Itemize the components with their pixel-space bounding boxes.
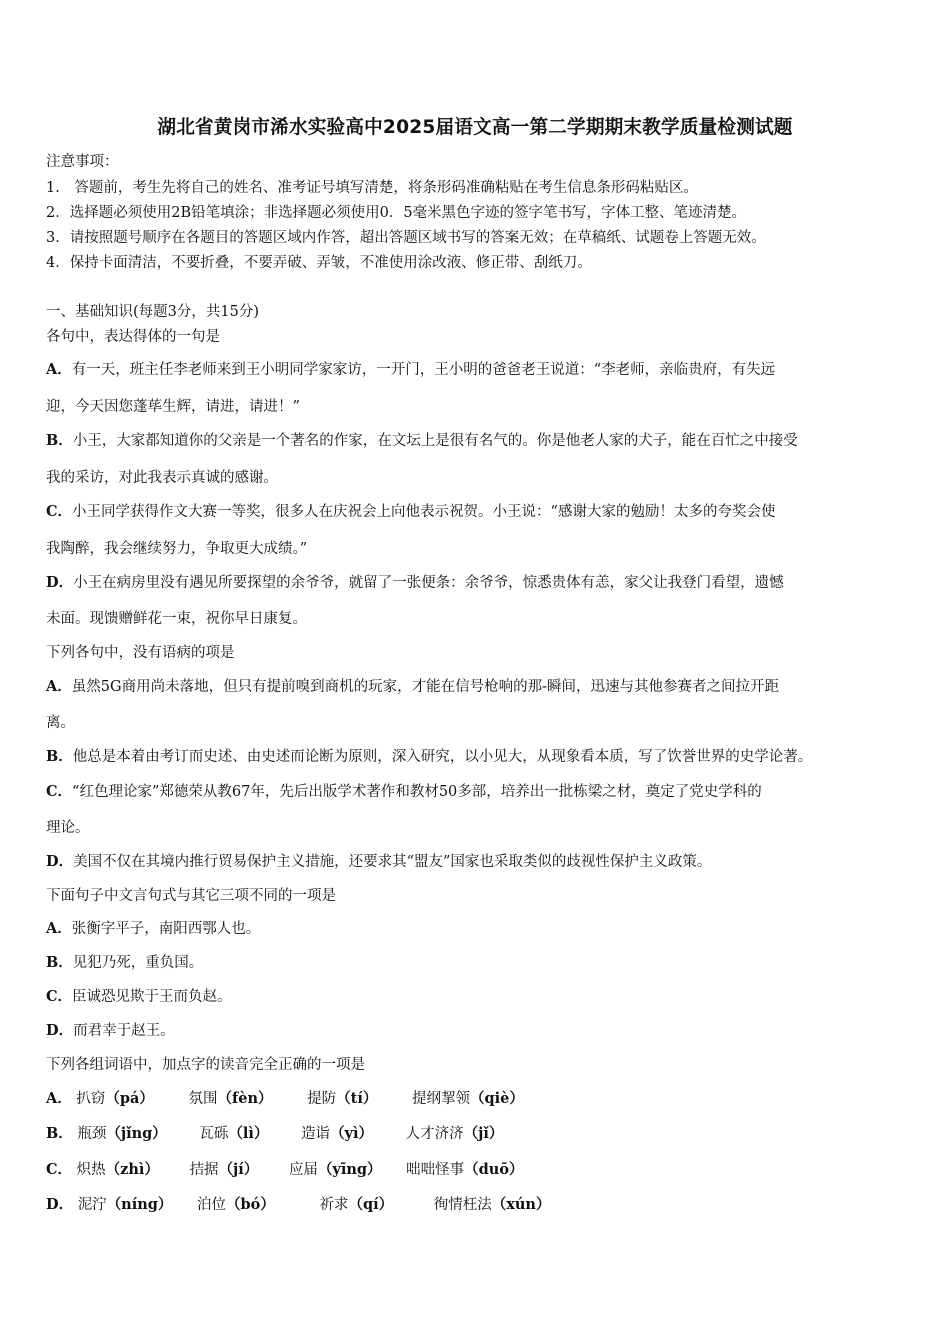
pinyin: （yì） xyxy=(330,1125,373,1142)
option-label: B． xyxy=(46,1125,73,1142)
pinyin: （qiè） xyxy=(469,1090,524,1107)
q4-option-a xyxy=(46,1089,524,1109)
option-label: A． xyxy=(46,920,72,937)
word: 徇情枉法 xyxy=(433,1197,492,1213)
option-label: D． xyxy=(46,853,74,870)
pinyin: （jǐng） xyxy=(106,1125,167,1142)
q1-option-b xyxy=(46,431,798,451)
pinyin: （níng） xyxy=(106,1196,173,1213)
word: 祈求 xyxy=(319,1197,349,1213)
option-text: 他总是本着由考订而史述、由史述而论断为原则，深入研究，以小见大，从现象看本质，写了饮誉世界的史学论著。 xyxy=(72,749,813,765)
section-heading: 一、基础知识(每题3分，共15分) xyxy=(46,304,259,320)
q1-option-a xyxy=(46,360,775,380)
option-label: D． xyxy=(46,1196,74,1213)
pinyin: （yīng） xyxy=(317,1161,382,1178)
q2-option-b xyxy=(46,747,812,767)
word: 拮据 xyxy=(189,1162,219,1178)
q2-option-c xyxy=(46,782,762,802)
word: 人才济济 xyxy=(405,1126,464,1142)
pinyin: （bó） xyxy=(226,1196,275,1213)
q3-option-b xyxy=(46,953,203,973)
q1-option-a-cont: 迎，今天因您蓬荜生辉，请进，请进！” xyxy=(46,399,300,415)
q3-option-c xyxy=(46,987,232,1007)
notice-item-3: 3．请按照题号顺序在各题目的答题区域内作答，超出答题区域书写的答案无效；在草稿纸、试题卷上答题无效。 xyxy=(46,230,766,246)
option-text: 臣诚恐见欺于王而负赵。 xyxy=(72,989,232,1005)
pinyin: （qí） xyxy=(348,1196,394,1213)
word: 咄咄怪事 xyxy=(406,1162,465,1178)
option-label: C． xyxy=(46,988,73,1005)
q4-option-d xyxy=(46,1195,550,1215)
q2-option-c-cont: 理论。 xyxy=(46,820,90,836)
option-text: 见犯乃死，重负国。 xyxy=(72,955,204,971)
option-label: D． xyxy=(46,574,74,591)
word: 提纲挈领 xyxy=(411,1091,470,1107)
option-text: 张衡字平子，南阳西鄂人也。 xyxy=(71,921,261,937)
option-label: B． xyxy=(46,748,73,765)
pinyin: （xún） xyxy=(491,1196,551,1213)
word: 扒窃 xyxy=(76,1091,106,1107)
word: 应届 xyxy=(288,1162,318,1178)
q2-stem: 下列各句中，没有语病的项是 xyxy=(46,645,235,661)
notice-item-2: 2．选择题必须使用2B铅笔填涂；非选择题必须使用0．5毫米黑色字迹的签字笔书写，字体工整、笔迹清楚。 xyxy=(46,205,747,221)
pinyin: （zhì） xyxy=(105,1161,159,1178)
option-label: A． xyxy=(46,1090,72,1107)
option-text: 小王在病房里没有遇见所要探望的余爷爷，就留了一张便条：余爷爷，惊悉贵体有恙，家父让我登门看望，遗憾 xyxy=(73,575,784,591)
pinyin: （lì） xyxy=(228,1125,269,1142)
word: 瓶颈 xyxy=(77,1126,107,1142)
q2-option-a-cont: 离。 xyxy=(46,715,75,731)
option-text: 有一天，班主任李老师来到王小明同学家家访，一开门，王小明的爸爸老王说道：“李老师，亲临贵府，有失远 xyxy=(71,362,776,378)
option-text: “红色理论家”郑德荣从教67年，先后出版学术著作和教材50多部，培养出一批栋梁之材，奠定了党史学科的 xyxy=(72,784,762,800)
pinyin: （tí） xyxy=(336,1090,378,1107)
pinyin: （duō） xyxy=(464,1161,524,1178)
q1-stem: 各句中，表达得体的一句是 xyxy=(46,329,220,345)
q1-option-b-cont: 我的采访，对此我表示真诚的感谢。 xyxy=(46,470,278,486)
q2-option-d xyxy=(46,852,711,872)
q4-stem: 下列各组词语中，加点字的读音完全正确的一项是 xyxy=(46,1057,365,1073)
exam-title: 湖北省黄岗市浠水实验高中2025届语文高一第二学期期末教学质量检测试题 xyxy=(157,116,793,138)
option-label: A． xyxy=(46,678,72,695)
option-label: C． xyxy=(46,503,73,520)
pinyin: （fèn） xyxy=(217,1090,273,1107)
q1-option-c-cont: 我陶醉，我会继续努力，争取更大成绩。” xyxy=(46,541,308,557)
pinyin: （jǐ） xyxy=(463,1125,504,1142)
option-text: 美国不仅在其境内推行贸易保护主义措施，还要求其“盟友”国家也采取类似的歧视性保护主义政策。 xyxy=(73,854,712,870)
option-label: B． xyxy=(46,954,73,971)
option-label: B． xyxy=(46,432,73,449)
option-label: C． xyxy=(46,783,73,800)
pinyin: （jí） xyxy=(218,1161,259,1178)
q1-option-d xyxy=(46,573,784,593)
option-label: C． xyxy=(46,1161,73,1178)
q1-option-c xyxy=(46,502,775,522)
word: 炽热 xyxy=(76,1162,106,1178)
word: 造诣 xyxy=(301,1126,331,1142)
q3-option-a xyxy=(46,919,260,939)
pinyin: （pá） xyxy=(105,1090,154,1107)
notice-item-4: 4．保持卡面清洁，不要折叠，不要弄破、弄皱，不准使用涂改液、修正带、刮纸刀。 xyxy=(46,255,592,271)
option-text: 而君幸于赵王。 xyxy=(73,1023,175,1039)
word: 氛围 xyxy=(188,1091,218,1107)
word: 泥泞 xyxy=(77,1197,107,1213)
word: 瓦砾 xyxy=(199,1126,229,1142)
q3-option-d xyxy=(46,1021,175,1041)
word: 泊位 xyxy=(197,1197,227,1213)
q3-stem: 下面句子中文言句式与其它三项不同的一项是 xyxy=(46,888,336,904)
option-label: D． xyxy=(46,1022,74,1039)
q4-option-b xyxy=(46,1124,503,1144)
notice-heading: 注意事项： xyxy=(46,154,119,170)
q1-option-d-cont: 未面。现馈赠鲜花一束，祝你早日康复。 xyxy=(46,611,307,627)
option-text: 小王同学获得作文大赛一等奖，很多人在庆祝会上向他表示祝贺。小王说：“感谢大家的勉励！太多的夸奖会使 xyxy=(72,504,776,520)
option-text: 小王，大家都知道你的父亲是一个著名的作家，在文坛上是很有名气的。你是他老人家的犬子，能在百忙之中接受 xyxy=(72,433,798,449)
word: 提防 xyxy=(307,1091,337,1107)
q2-option-a xyxy=(46,677,779,697)
q4-option-c xyxy=(46,1160,524,1180)
option-label: A． xyxy=(46,361,72,378)
notice-item-1: 1. 答题前，考生先将自己的姓名、准考证号填写清楚，将条形码准确粘贴在考生信息条形码粘贴区。 xyxy=(46,180,698,196)
option-text: 虽然5G商用尚未落地，但只有提前嗅到商机的玩家，才能在信号枪响的那-瞬间，迅速与其他参赛者之间拉开距 xyxy=(71,679,779,695)
